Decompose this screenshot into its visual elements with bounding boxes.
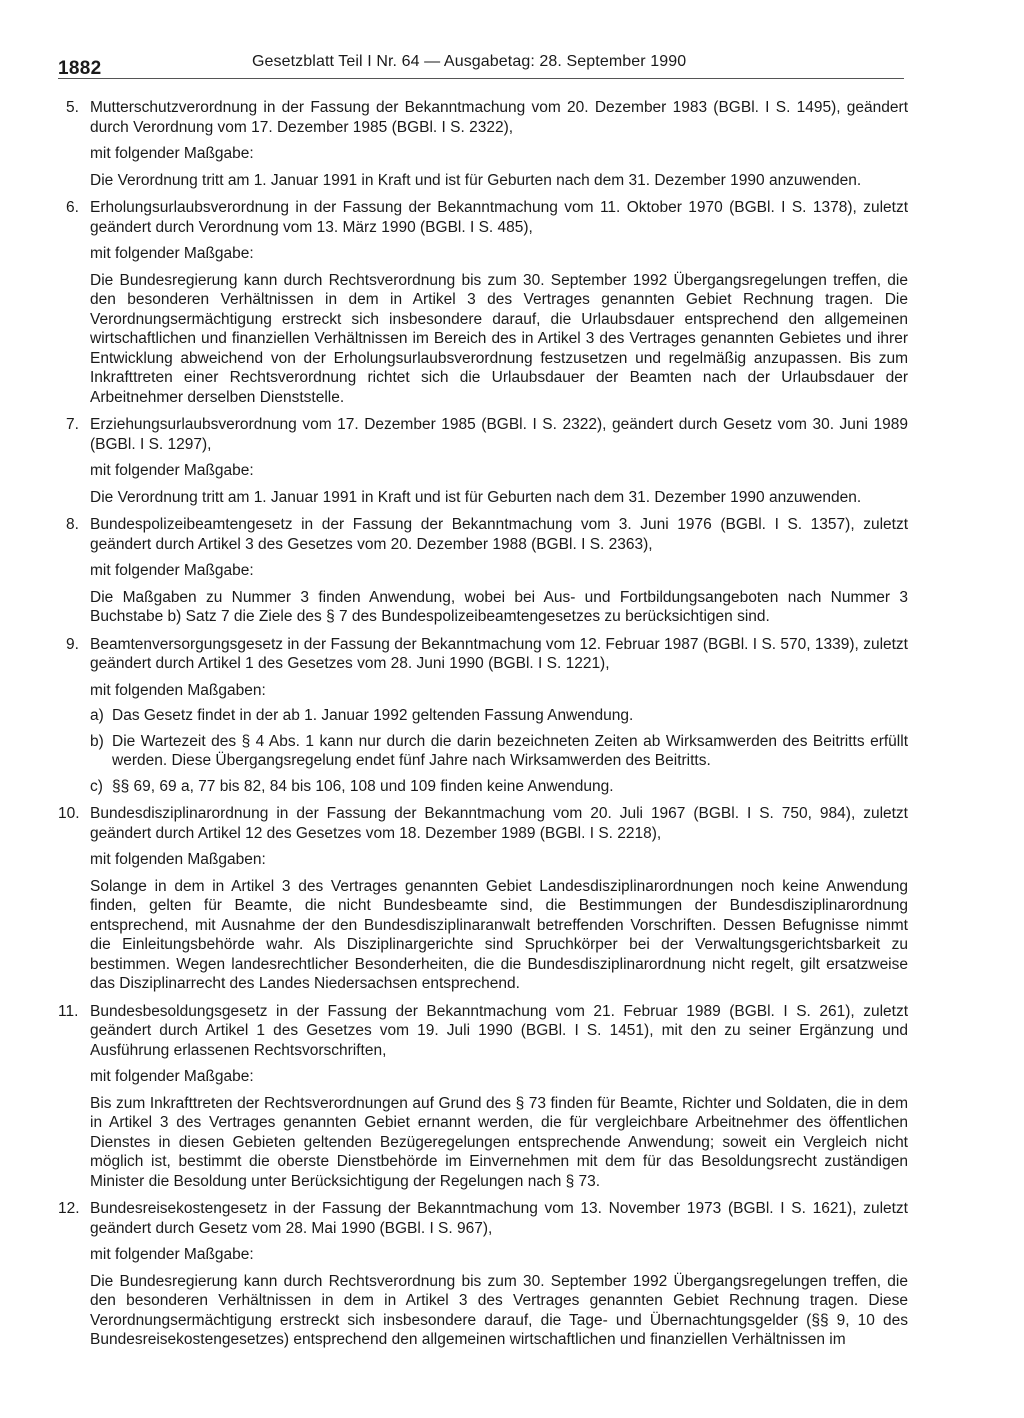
- proviso-text: Die Bundesregierung kann durch Rechtsverordnung bis zum 30. September 1992 Übergangsregelungen treffen, die den besonderen Verhältnissen in dem in Artikel 3 des Vertrages genannten Gebiet Rechnung tragen. Die Verordnungsermächtigung erstreckt sich insbesondere darauf, die Urlaubsdauer entsprechend den allgemeinen wirtschaftlichen und finanziellen Verhältnissen im Bereich des in Artikel 3 des Vertrages genannten Gebietes und ihrer Entwicklung abweichend von der Erholungsurlaubsverordnung festzusetzen und regelmäßig anzupassen. Bis zum Inkrafttreten einer Rechtsverordnung richtet sich die Urlaubsdauer der Beamten nach der Urlaubsdauer der Arbeitnehmer derselben Dienststelle.: [90, 271, 908, 406]
- proviso-label: mit folgender Maßgabe:: [90, 562, 254, 579]
- sub-item: [90, 732, 908, 771]
- list-item: [58, 198, 908, 407]
- proviso-text: Die Bundesregierung kann durch Rechtsverordnung bis zum 30. September 1992 Übergangsregelungen treffen, die den besonderen Verhältnissen in dem in Artikel 3 des Vertrages genannten Gebiet Rechnung tragen. Diese Verordnungsermächtigung erstreckt sich insbesondere darauf, die Tage- und Übernachtungsgelder (§§ 9, 10 des Bundesreisekostengesetzes) entsprechend den allgemeinen wirtschaftlichen und finanziellen Verhältnissen im: [90, 1272, 908, 1348]
- item-number: 11.: [58, 1002, 79, 1020]
- item-number: 8.: [66, 516, 79, 533]
- item-text: Bundesdisziplinarordnung in der Fassung der Bekanntmachung vom 20. Juli 1967 (BGBl. I S. 750, 984), zuletzt geändert durch Artikel 12 des Gesetzes vom 18. Dezember 1989 (BGBl. I S. 2218),: [90, 805, 908, 842]
- item-text: Erholungsurlaubsverordnung in der Fassung der Bekanntmachung vom 11. Oktober 1970 (BGBl. I S. 1378), zuletzt geändert durch Verordnung vom 13. März 1990 (BGBl. I S. 485),: [90, 199, 908, 236]
- list-item: [58, 515, 908, 627]
- item-number: 5.: [66, 99, 79, 116]
- list-item: [58, 804, 908, 994]
- gazette-title: Gesetzblatt Teil I Nr. 64 — Ausgabetag: 28. September 1990: [252, 53, 687, 70]
- proviso-label: mit folgenden Maßgaben:: [90, 851, 266, 868]
- item-text: Bundespolizeibeamtengesetz in der Fassung der Bekanntmachung vom 3. Juni 1976 (BGBl. I S. 1357), zuletzt geändert durch Artikel 3 des Gesetzes vom 20. Dezember 1988 (BGBl. I S. 2363),: [90, 516, 908, 553]
- proviso-text: Die Verordnung tritt am 1. Januar 1991 in Kraft und ist für Geburten nach dem 31. Dezember 1990 anzuwenden.: [90, 488, 862, 506]
- proviso-label: mit folgender Maßgabe:: [90, 245, 254, 262]
- proviso-text: Die Maßgaben zu Nummer 3 finden Anwendung, wobei bei Aus- und Fortbildungsangeboten nach Nummer 3 Buchstabe b) Satz 7 die Ziele des § 7 des Bundespolizeibeamtengesetzes zu berücksichtigen sind.: [90, 588, 908, 625]
- page-number: 1882: [58, 58, 102, 79]
- list-item: [58, 98, 908, 190]
- proviso-text: Solange in dem in Artikel 3 des Vertrages genannten Gebiet Landesdisziplinarordnungen noch keine Anwendung finden, gelten für Beamte, die nicht Bundesbeamte sind, die Bestimmungen der Bundesdisziplinarordnung entsprechend, mit Ausnahme der den Bundesdisziplinaranwalt betreffenden Vorschriften. Dessen Befugnisse nimmt die Einleitungsbehörde wahr. Als Disziplinargerichte sind Spruchkörper bei der Verwaltungsgerichtsbarkeit zu bestimmen. Wegen landesrechtlicher Besonderheiten, die die Bundesdisziplinarordnung nicht regelt, gilt ersatzweise das Disziplinarrecht des Landes Niedersachsen entsprechend.: [90, 877, 908, 992]
- item-list: [58, 98, 908, 1358]
- proviso-label: mit folgender Maßgabe:: [90, 1246, 254, 1263]
- page-header: [58, 52, 904, 79]
- item-text: Beamtenversorgungsgesetz in der Fassung der Bekanntmachung vom 12. Februar 1987 (BGBl. I S. 570, 1339), zuletzt geändert durch Artikel 1 des Gesetzes vom 28. Juni 1990 (BGBl. I S. 1221),: [90, 635, 908, 672]
- item-number: 10.: [58, 805, 80, 822]
- sub-item-text: Die Wartezeit des § 4 Abs. 1 kann nur durch die darin bezeichneten Zeiten ab Wirksamwerden des Beitritts erfüllt werden. Diese Übergangsregelung endet fünf Jahre nach Wirksamwerden des Beitritts.: [112, 732, 908, 769]
- item-text: Mutterschutzverordnung in der Fassung der Bekanntmachung vom 20. Dezember 1983 (BGBl. I S. 1495), geändert durch Verordnung vom 17. Dezember 1985 (BGBl. I S. 2322),: [90, 99, 908, 136]
- sub-item-label: b): [90, 732, 104, 750]
- item-text: Bundesreisekostengesetz in der Fassung der Bekanntmachung vom 13. November 1973 (BGBl. I S. 1621), zuletzt geändert durch Gesetz vom 28. Mai 1990 (BGBl. I S. 967),: [90, 1200, 908, 1237]
- sub-item: [90, 706, 908, 726]
- item-number: 6.: [66, 199, 79, 216]
- sub-item-label: a): [90, 707, 104, 724]
- proviso-label: mit folgender Maßgabe:: [90, 1068, 254, 1085]
- proviso-label: mit folgenden Maßgaben:: [90, 681, 266, 699]
- item-number: 7.: [66, 416, 79, 433]
- sub-item-text: Das Gesetz findet in der ab 1. Januar 1992 geltenden Fassung Anwendung.: [112, 707, 634, 724]
- proviso-label: mit folgender Maßgabe:: [90, 145, 254, 162]
- item-text: Bundesbesoldungsgesetz in der Fassung der Bekanntmachung vom 21. Februar 1989 (BGBl. I S. 261), zuletzt geändert durch Artikel 1 des Gesetzes vom 19. Juli 1990 (BGBl. I S. 1451), mit den zu seiner Ergänzung und Ausführung erlassenen Rechtsvorschriften,: [90, 1002, 908, 1059]
- item-number: 9.: [66, 635, 79, 653]
- item-text: Erziehungsurlaubsverordnung vom 17. Dezember 1985 (BGBl. I S. 2322), geändert durch Gesetz vom 30. Juni 1989 (BGBl. I S. 1297),: [90, 416, 908, 453]
- sub-item-label: c): [90, 777, 103, 795]
- item-number: 12.: [58, 1200, 80, 1217]
- list-item: [58, 1199, 908, 1350]
- sub-item: [90, 777, 908, 797]
- list-item: [58, 635, 908, 797]
- proviso-text: Die Verordnung tritt am 1. Januar 1991 in Kraft und ist für Geburten nach dem 31. Dezember 1990 anzuwenden.: [90, 171, 862, 189]
- proviso-label: mit folgender Maßgabe:: [90, 462, 254, 479]
- list-item: [58, 415, 908, 507]
- sub-item-text: §§ 69, 69 a, 77 bis 82, 84 bis 106, 108 und 109 finden keine Anwendung.: [112, 777, 614, 795]
- list-item: [58, 1002, 908, 1192]
- proviso-text: Bis zum Inkrafttreten der Rechtsverordnungen auf Grund des § 73 finden für Beamte, Richter und Soldaten, die in dem in Artikel 3 des Vertrages genannten Gebiet ernannt werden, die für vergleichbare Arbeitnehmer des öffentlichen Dienstes in diesen Gebieten geltenden Bezügeregelungen entsprechende Anwendung; soweit ein Vergleich nicht möglich ist, bestimmt die oberste Dienstbehörde im Einvernehmen mit dem für das Besoldungsrecht zuständigen Minister die Besoldung unter Berücksichtigung der Regelungen nach § 73.: [90, 1094, 908, 1190]
